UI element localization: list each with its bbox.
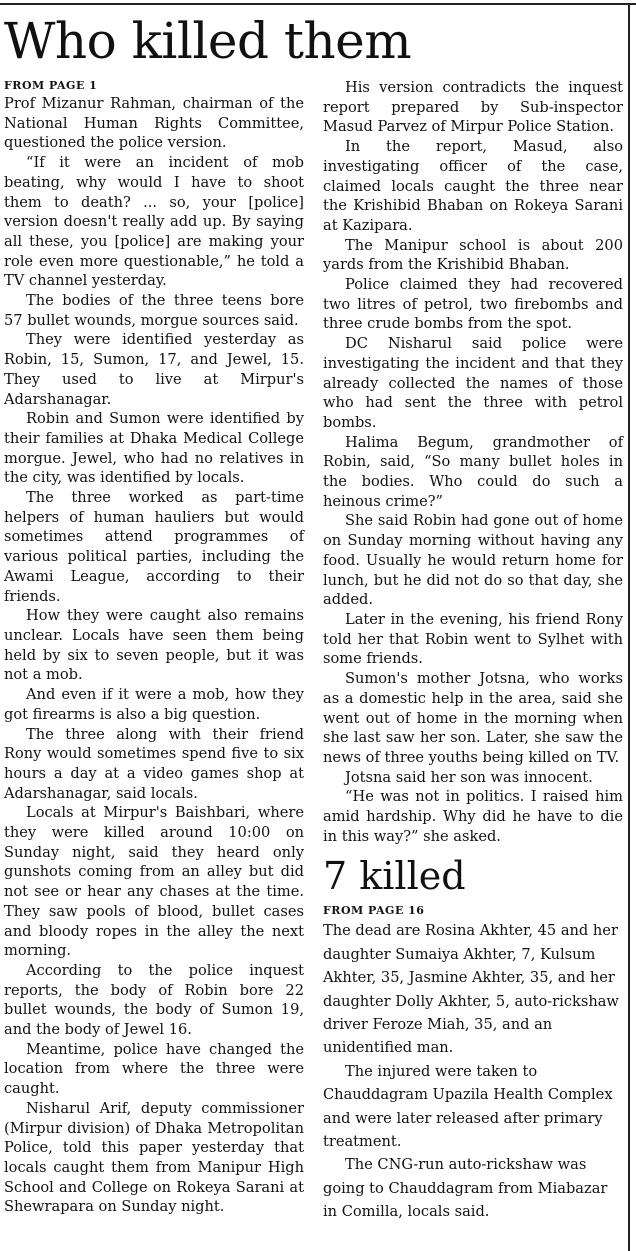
article-headline: Who killed them bbox=[4, 12, 412, 70]
paragraph: Halima Begum, grandmother of Robin, said, “So many bullet holes in the bodies. Who could do such a heinous crime?” bbox=[323, 433, 623, 510]
paragraph: Prof Mizanur Rahman, chairman of the National Human Rights Committee, questioned the police version. bbox=[4, 95, 304, 152]
paragraph: In the report, Masud, also investigating officer of the case, claimed locals caught the three near the Krishibid Bhaban on Rokeya Sarani at Kazipara. bbox=[323, 138, 623, 234]
second-article-headline: 7 killed bbox=[323, 854, 466, 899]
jump-label: FROM PAGE 1 bbox=[4, 79, 98, 92]
paragraph: The three worked as part-time helpers of human hauliers but would sometimes attend programmes of various political parties, including the Awami League, according to their friends. bbox=[4, 489, 304, 605]
paragraph: The bodies of the three teens bore 57 bullet wounds, morgue sources said. bbox=[4, 292, 304, 329]
paragraph: Locals at Mirpur's Baishbari, where they were killed around 10:00 on Sunday night, said they heard only gunshots coming from an alley but did not see or hear any chases at the time. They saw pools of blood, bullet cases and bloody ropes in the alley the next morning. bbox=[4, 804, 304, 960]
paragraph: DC Nisharul said police were investigating the incident and that they already collected the names of those who had sent the three with petrol bombs. bbox=[323, 335, 623, 431]
paragraph: His version contradicts the inquest report prepared by Sub-inspector Masud Parvez of Mirpur Police Station. bbox=[323, 79, 623, 136]
paragraph: Later in the evening, his friend Rony told her that Robin went to Sylhet with some friends. bbox=[323, 610, 623, 668]
paragraph: The Manipur school is about 200 yards from the Krishibid Bhaban. bbox=[323, 236, 623, 274]
paragraph: The dead are Rosina Akhter, 45 and her daughter Sumaiya Akhter, 7, Kulsum Akhter, 35, Jasmine Akhter, 35, and her daughter Dolly Akhter, 5, auto-rickshaw driver Feroze Miah, 35, and an unidentified man. bbox=[323, 922, 619, 1057]
paragraph: “He was not in politics. I raised him amid hardship. Why did he have to die in this way?” she asked. bbox=[323, 788, 623, 845]
paragraph: Jotsna said her son was innocent. bbox=[345, 768, 593, 786]
paragraph: She said Robin had gone out of home on Sunday morning without having any food. Usually he would return home for lunch, but he did not do so that day, she added. bbox=[323, 512, 623, 609]
paragraph: How they were caught also remains unclear. Locals have seen them being held by six to seven people, but it was not a mob. bbox=[4, 607, 304, 684]
paragraph: The three along with their friend Rony would sometimes spend five to six hours a day at a video games shop at Adarshanagar, said locals. bbox=[4, 725, 304, 802]
second-article bbox=[323, 852, 623, 1223]
column-rule-right bbox=[628, 3, 630, 1251]
paragraph: Nisharul Arif, deputy commissioner (Mirpur division) of Dhaka Metropolitan Police, told this paper yesterday that locals caught them from Manipur High School and College on Rokeya Sarani at Shewrapara on Sunday night. bbox=[4, 1099, 304, 1216]
column-right bbox=[323, 78, 623, 1224]
second-jump-label: FROM PAGE 16 bbox=[323, 904, 425, 918]
paragraph: Sumon's mother Jotsna, who works as a domestic help in the area, said she went out of home in the morning when she last saw her son. Later, she saw the news of three youths being killed on TV. bbox=[323, 670, 623, 766]
paragraph: Meantime, police have changed the location from where the three were caught. bbox=[4, 1040, 304, 1098]
top-rule bbox=[0, 3, 636, 5]
paragraph: Robin and Sumon were identified by their families at Dhaka Medical College morgue. Jewel, who had no relatives in the city, was identified by locals. bbox=[4, 410, 304, 487]
paragraph: According to the police inquest reports, the body of Robin bore 22 bullet wounds, the body of Sumon 19, and the body of Jewel 16. bbox=[4, 961, 304, 1039]
paragraph: The CNG-run auto-rickshaw was going to Chauddagram from Miabazar in Comilla, locals said. bbox=[323, 1156, 608, 1221]
paragraph: The injured were taken to Chauddagram Upazila Health Complex and were later released after primary treatment. bbox=[323, 1062, 613, 1151]
paragraph: “If it were an incident of mob beating, why would I have to shoot them to death? ... so, your [police] version doesn't really add up. By saying all these, you [police] are making your role even more questionable,” he told a TV channel yesterday. bbox=[4, 154, 304, 290]
paragraph: And even if it were a mob, how they got firearms is also a big question. bbox=[4, 686, 304, 723]
paragraph: Police claimed they had recovered two litres of petrol, two firebombs and three crude bombs from the spot. bbox=[323, 276, 623, 333]
column-left bbox=[4, 78, 304, 1217]
paragraph: They were identified yesterday as Robin, 15, Sumon, 17, and Jewel, 15. They used to live at Mirpur's Adarshanagar. bbox=[4, 331, 304, 408]
